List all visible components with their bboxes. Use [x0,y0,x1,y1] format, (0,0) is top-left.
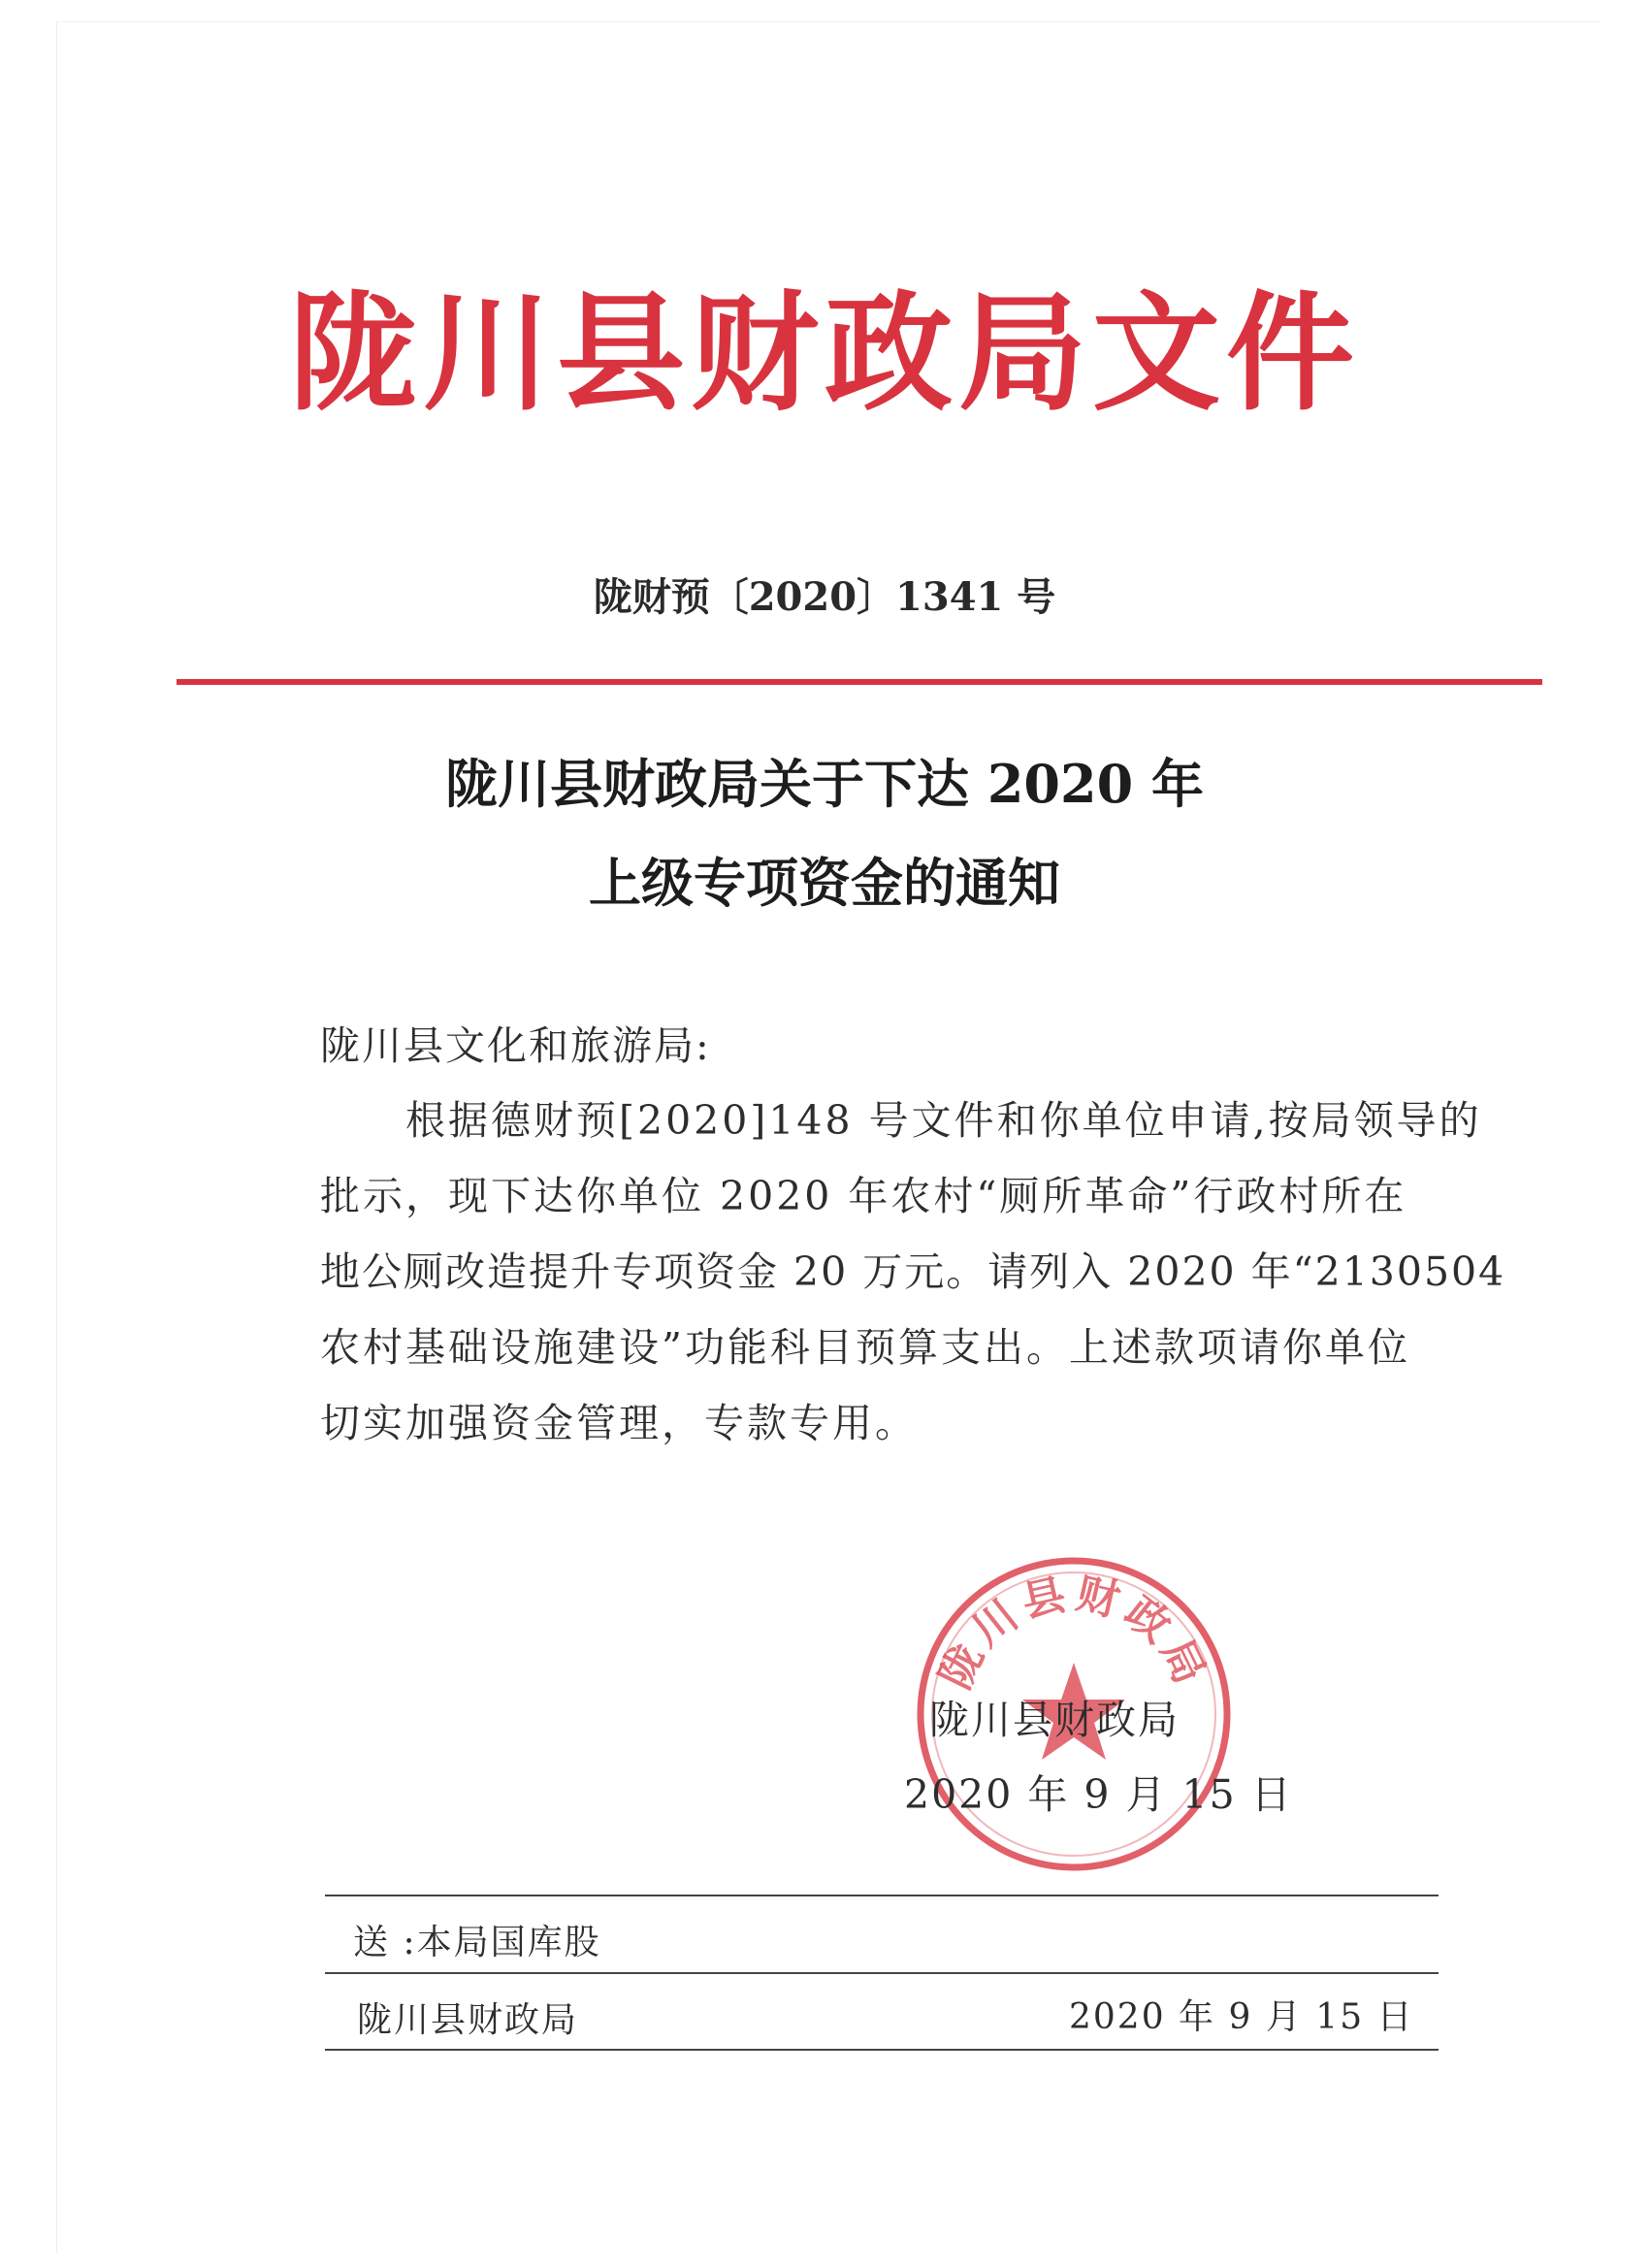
footer-rule-top [325,1895,1439,1896]
print-date: 2020 年 9 月 15 日 [1069,1997,1414,2037]
body-line-3: 地公厕改造提升专项资金 20 万元。请列入 2020 年“2130504 [320,1248,1506,1295]
document-number: 陇财预〔2020〕1341 号 [593,574,1056,620]
body-line-5: 切实加强资金管理，专款专用。 [320,1400,918,1446]
footer-rule-middle [325,1972,1439,1974]
body-line-4: 农村基础设施建设”功能科目预算支出。上述款项请你单位 [320,1324,1410,1371]
body-line-2: 批示，现下达你单位 2020 年农村“厕所革命”行政村所在 [320,1173,1407,1219]
signer-name: 陇川县财政局 [929,1697,1180,1743]
notice-title-line-2: 上级专项资金的通知 [589,852,1060,914]
addressee: 陇川县文化和旅游局: [320,1022,711,1069]
signature-date: 2020 年 9 月 15 日 [904,1771,1293,1818]
seal-text: 陇川县财政局 [930,1569,1217,1698]
document-header-title: 陇川县财政局文件 [289,278,1360,429]
header-red-rule [177,679,1542,685]
body-line-1: 根据德财预[2020]148 号文件和你单位申请,按局领导的 [405,1097,1482,1144]
footer-rule-bottom [325,2049,1439,2051]
issuing-office: 陇川县财政局 [357,2000,579,2040]
notice-title-line-1: 陇川县财政局关于下达 2020 年 [445,753,1204,815]
cc-recipient: 送 :本局国库股 [353,1923,601,1962]
